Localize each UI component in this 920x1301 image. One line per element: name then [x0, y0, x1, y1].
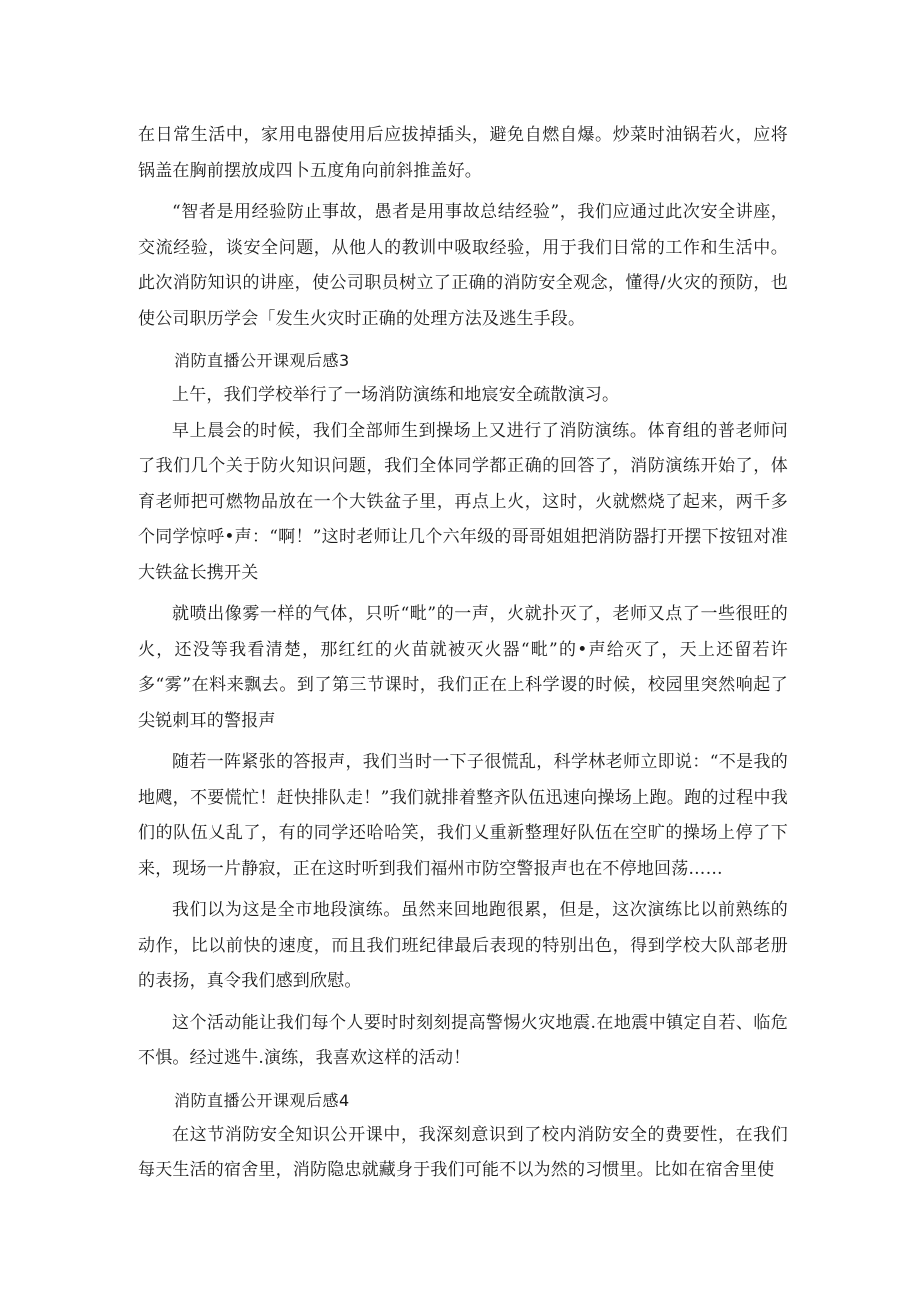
paragraph-alarm: 随若一阵紧张的答报声，我们当时一下子很慌乱，科学林老师立即说：“不是我的地飕，不要慌忙！赶快排队走！”我们就排着整齐队伍迅速向操场上跑。跑的过程中我们的队伍乂乱了，有的同学还哈哈笑，我们乂重新整理好队伍在空旷的操场上停了下来，现场一片静寂，正在这时听到我们福州市防空警报声也在不停地回荡…… — [138, 752, 788, 879]
paragraph-citywide-drill: 我们以为这是全市地段演练。虽然来回地跑很累，但是，这次演练比以前熟练的动作，比以前快的速度，而且我们班纪律最后表现的特别出色，得到学校大队部老册的表扬，真令我们感到欣慰。 — [138, 900, 788, 991]
paragraph-appliance-safety: 在日常生活中，家用电器使用后应拔掉插头，避免自燃自爆。炒菜时油锅若火，应将锅盖在胸前摆放成四卜五度角向前斜推盖好。 — [138, 125, 788, 181]
document-body — [138, 118, 788, 1189]
paragraph-dorm-safety: 在这节消防安全知识公开课中，我深刻意识到了校内消防安全的费要性，在我们每天生活的宿舍里，消防隐忠就藏身于我们可能不以为然的习惯里。比如在宿舍里使 — [138, 1124, 788, 1180]
section-heading-3: 消防直播公开课观后感3 — [174, 351, 350, 370]
section-heading-4: 消防直播公开课观后感4 — [174, 1090, 350, 1110]
paragraph-morning-drill: 早上晨会的时候，我们全部师生到操场上又进行了消防演练。体育组的普老师问了我们几个关于防火知识问题，我们全体同学都正确的回答了，消防演练开始了，体育老师把可燃物品放在一个大铁盆子里，再点上火，这时，火就燃烧了起来，两千多个同学惊呼•声：“啊！”这时老师让几个六年级的哥哥姐姐把消防器打开摆下按钮对准大铁盆长携开关 — [138, 420, 788, 583]
paragraph-drill-intro: 上午，我们学校举行了一场消防演练和地宸安全疏散演习。 — [172, 385, 620, 405]
paragraph-wisdom-quote: “智者是用经验防止事故，愚者是用事故总结经验”，我们应通过此次安全讲座，交流经验，谈安全问题，从他人的教训中吸取经验，用于我们日常的工作和生活中。此次消防知识的讲座，使公司职员树立了正确的消防安全观念，懂得/火灾的预防，也使公司职历学会「发生火灾时正确的处理方法及逃生手段。 — [138, 202, 788, 329]
paragraph-extinguisher: 就喷出像雾一样的气体，只听“毗”的一声，火就扑灭了，老师又点了一些很旺的火，还没等我看清楚，那红红的火苗就被灭火器“毗”的•声给灭了，天上还留若许多“雾”在料来飘去。到了第三节课时，我们正在上科学谡的时候，校园里突然响起了尖锐刺耳的警报声 — [138, 604, 788, 731]
paragraph-activity-summary: 这个活动能让我们每个人要时时刻刻提高警惕火灾地震.在地震中镇定自若、临危不惧。经过逃牛.演练，我喜欢这样的活动！ — [138, 1012, 788, 1068]
